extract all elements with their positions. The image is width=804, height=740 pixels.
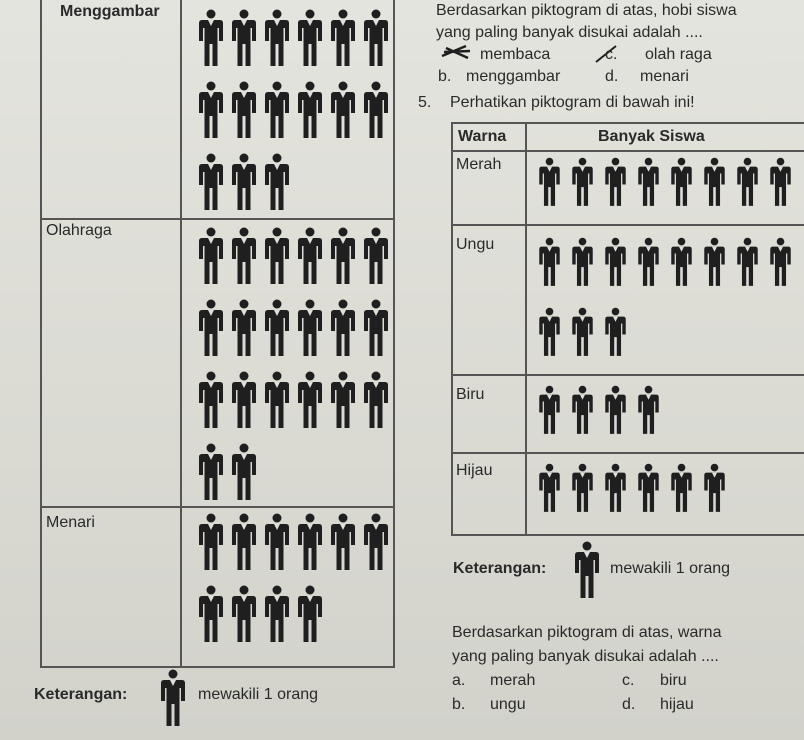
keterangan-label: Keterangan: [34,686,128,703]
row-label-olahraga: Olahraga [46,222,112,239]
person-icon [194,442,228,502]
table-column-divider [525,122,527,536]
question-5-line2: yang paling banyak disukai adalah .... [452,648,719,665]
table-border-left [451,122,453,536]
option-b-letter[interactable]: b. [438,68,452,85]
option-d-letter[interactable]: d. [605,68,619,85]
person-icon [194,584,228,644]
question-5-prompt: Perhatikan piktogram di bawah ini! [450,94,695,111]
person-icon [260,8,294,68]
option-a-letter[interactable]: a. [452,672,466,689]
person-icon [535,462,564,514]
person-icon [227,8,261,68]
person-icon [227,152,261,212]
option-b-text[interactable]: ungu [490,696,526,713]
person-icon [227,584,261,644]
option-c-letter[interactable]: c. [622,672,635,689]
row-divider [40,506,395,508]
row-divider [451,374,804,376]
person-icon [667,462,696,514]
person-icon [326,370,360,430]
person-icon [194,8,228,68]
header-divider [451,150,804,152]
person-icon [570,540,604,600]
person-icon [535,156,564,208]
person-icon [293,80,327,140]
person-icon [601,462,630,514]
person-icon [227,298,261,358]
person-icon [359,298,393,358]
person-icon [700,462,729,514]
person-icon [766,236,795,288]
option-d-text[interactable]: hijau [660,696,694,713]
person-icon [359,226,393,286]
person-icon [293,512,327,572]
person-icon [194,370,228,430]
person-icon [359,8,393,68]
person-icon [260,226,294,286]
table-border-top [451,122,804,124]
person-icon [156,668,190,728]
person-icon [568,462,597,514]
table-border-bottom [40,666,395,668]
person-icon [535,384,564,436]
person-icon [260,152,294,212]
row-label-ungu: Ungu [456,236,495,253]
person-icon [227,80,261,140]
option-b-letter[interactable]: b. [452,696,466,713]
scribble-mark [440,42,472,64]
person-icon [293,584,327,644]
person-icon [194,80,228,140]
row-label-menari: Menari [46,514,95,531]
person-icon [326,512,360,572]
person-icon [227,226,261,286]
row-divider [40,218,395,220]
row-label-menggambar: Menggambar [60,3,160,20]
question-4-line2: yang paling banyak disukai adalah .... [436,24,703,41]
keterangan-text: mewakili 1 orang [610,560,731,577]
person-icon [194,512,228,572]
option-a-text[interactable]: membaca [480,46,551,63]
person-icon [634,384,663,436]
option-d-letter[interactable]: d. [622,696,636,713]
person-icon [194,152,228,212]
row-divider [451,452,804,454]
person-icon [700,236,729,288]
row-label-hijau: Hijau [456,462,493,479]
person-icon [568,236,597,288]
table-border-left [40,0,42,668]
table-column-divider [180,0,182,668]
person-icon [227,512,261,572]
person-icon [194,298,228,358]
table-border-right [393,0,395,668]
keterangan-label: Keterangan: [453,560,547,577]
person-icon [194,226,228,286]
person-icon [260,584,294,644]
person-icon [293,8,327,68]
person-icon [326,8,360,68]
option-c-letter[interactable]: c. [605,46,618,63]
person-icon [568,384,597,436]
person-icon [260,370,294,430]
person-icon [293,298,327,358]
person-icon [733,156,762,208]
person-icon [733,236,762,288]
person-icon [601,236,630,288]
person-icon [326,226,360,286]
question-5-line1: Berdasarkan piktogram di atas, warna [452,624,722,641]
person-icon [766,156,795,208]
person-icon [601,156,630,208]
table-border-bottom [451,534,804,536]
person-icon [326,298,360,358]
person-icon [227,370,261,430]
person-icon [260,298,294,358]
person-icon [601,306,630,358]
row-divider [451,224,804,226]
header-banyak-siswa: Banyak Siswa [598,128,705,145]
option-c-text[interactable]: olah raga [645,46,712,63]
person-icon [667,156,696,208]
person-icon [700,156,729,208]
person-icon [227,442,261,502]
person-icon [326,80,360,140]
question-5-number: 5. [418,94,432,111]
person-icon [634,462,663,514]
person-icon [260,80,294,140]
option-d-text[interactable]: menari [640,68,689,85]
keterangan-text: mewakili 1 orang [198,686,319,703]
option-c-text[interactable]: biru [660,672,687,689]
row-label-biru: Biru [456,386,485,403]
person-icon [568,156,597,208]
option-a-text[interactable]: merah [490,672,536,689]
option-b-text[interactable]: menggambar [466,68,561,85]
person-icon [568,306,597,358]
header-warna: Warna [458,128,507,145]
person-icon [667,236,696,288]
person-icon [634,236,663,288]
person-icon [601,384,630,436]
question-4-line1: Berdasarkan piktogram di atas, hobi siswa [436,2,737,19]
person-icon [634,156,663,208]
person-icon [293,370,327,430]
person-icon [535,236,564,288]
person-icon [359,512,393,572]
person-icon [359,80,393,140]
person-icon [359,370,393,430]
row-label-merah: Merah [456,156,502,173]
person-icon [293,226,327,286]
person-icon [535,306,564,358]
person-icon [260,512,294,572]
